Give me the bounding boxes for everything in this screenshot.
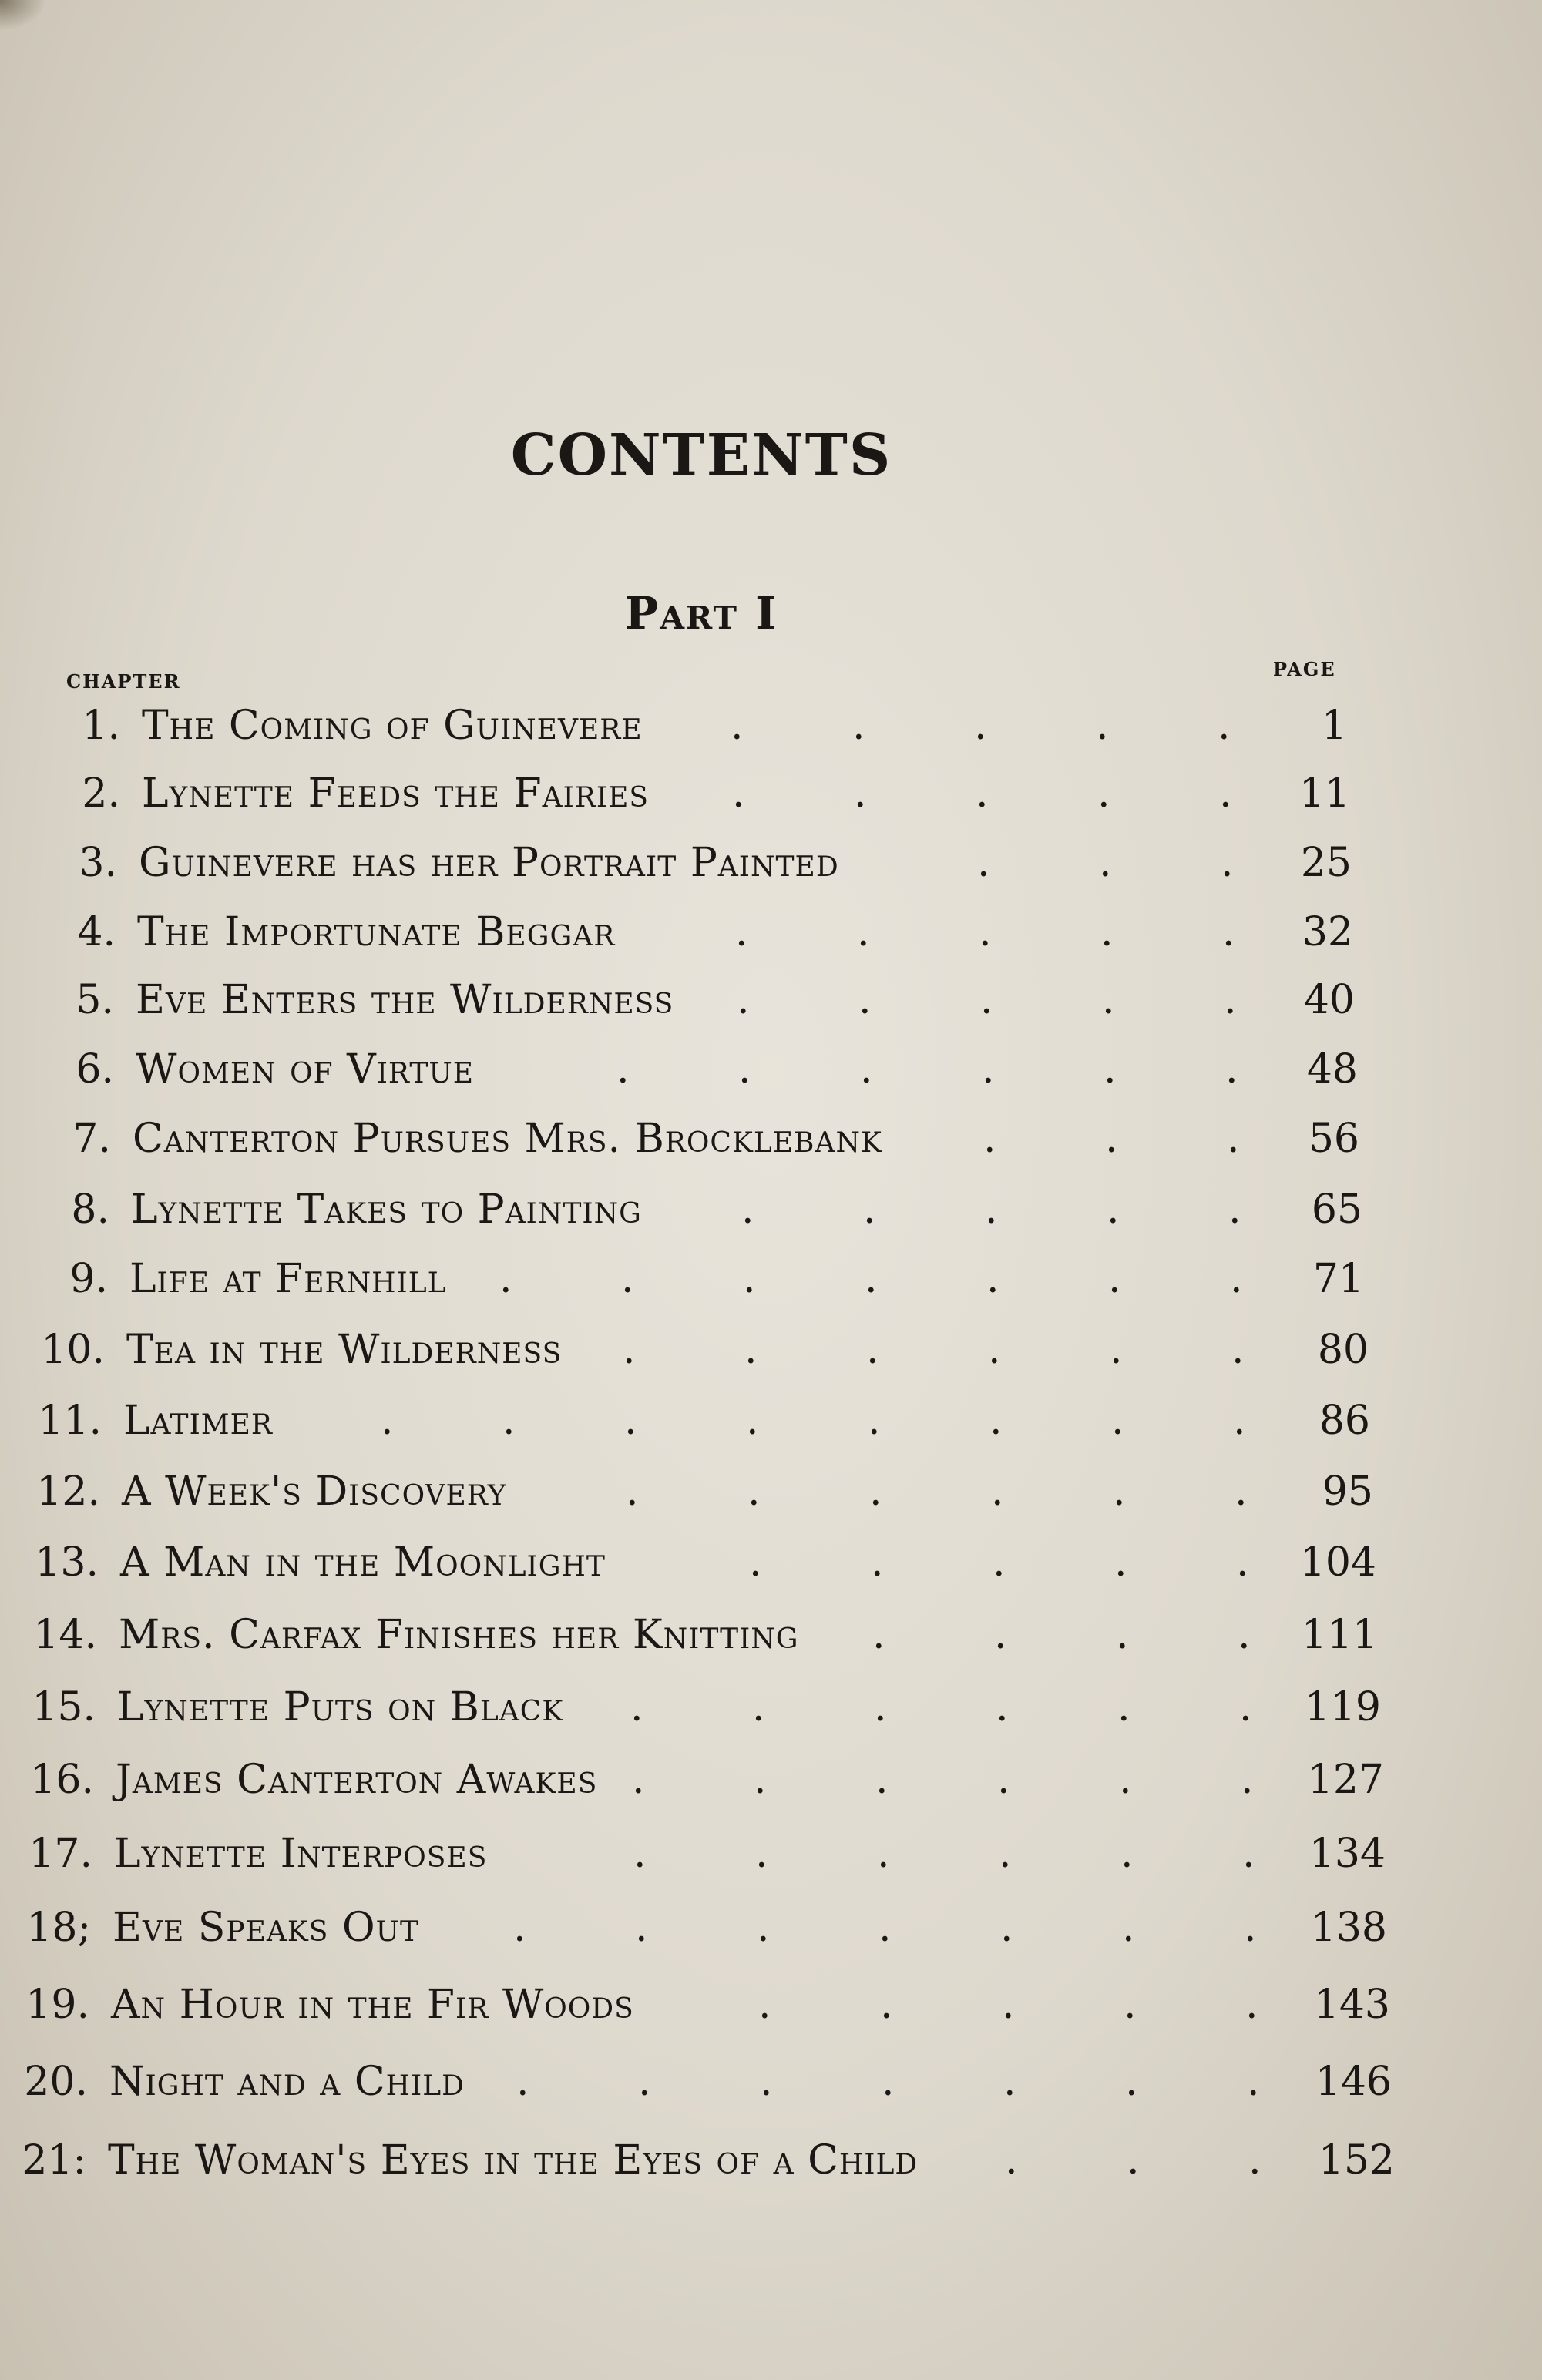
toc-entry (0, 909, 1542, 963)
leader-dot: . (744, 1327, 758, 1373)
leader-dot: . (516, 2059, 529, 2105)
leader-dot: . (633, 1831, 647, 1877)
page-number: 71 (1312, 1256, 1364, 1302)
leader-dot: . (623, 1327, 636, 1373)
page-number: 80 (1317, 1327, 1369, 1373)
toc-entry (0, 1757, 1542, 1811)
leader-dot: . (986, 1256, 999, 1302)
leader-dot: . (755, 1831, 768, 1877)
chapter-number: 16. (30, 1757, 94, 1803)
chapter-number: 21: (22, 2137, 86, 2184)
leader-dot: . (1127, 2137, 1140, 2184)
leader-dot: . (1102, 977, 1115, 1023)
chapter-number: 7. (72, 1116, 111, 1162)
leader-dot: . (1100, 909, 1114, 955)
leader-dot: . (738, 1046, 751, 1093)
toc-entry (0, 1612, 1542, 1666)
leader-dot: . (868, 1398, 881, 1444)
chapter-title: Lynette Feeds the Fairies (142, 770, 650, 817)
toc-entry (0, 1327, 1542, 1381)
toc-entry (0, 1831, 1542, 1885)
leader-dot: . (1003, 2059, 1016, 2105)
chapter-title: Tea in the Wilderness (126, 1327, 563, 1373)
leader-dot: . (502, 1398, 516, 1444)
part-heading: Part I (624, 587, 778, 639)
leader-dot: . (621, 1256, 634, 1302)
leader-dot: . (854, 770, 867, 817)
leader-dot: . (1241, 1757, 1254, 1803)
leader-dot: . (1219, 770, 1232, 817)
page-number: 86 (1319, 1398, 1370, 1444)
chapter-title: Eve Enters the Wilderness (136, 977, 674, 1023)
toc-entry (0, 1187, 1542, 1240)
chapter-number: 5. (76, 977, 114, 1023)
leader-dot: . (996, 1684, 1009, 1730)
chapter-number: 8. (71, 1187, 109, 1233)
leader-dot: . (741, 1187, 754, 1233)
page-number: 146 (1315, 2059, 1392, 2105)
leader-dot: . (1110, 1327, 1123, 1373)
page-number: 134 (1309, 1831, 1386, 1877)
chapter-title: The Coming of Guinevere (142, 703, 643, 749)
chapter-title: Mrs. Carfax Finishes her Knitting (119, 1612, 799, 1658)
page-number: 138 (1310, 1905, 1387, 1951)
chapter-title: Night and a Child (109, 2059, 465, 2105)
chapter-number: 17. (29, 1831, 92, 1877)
leader-dot: . (624, 1398, 637, 1444)
page-number: 11 (1298, 770, 1350, 817)
leader-dot: . (758, 1982, 771, 2028)
chapter-title: A Week's Discovery (122, 1469, 507, 1515)
page-number: 119 (1304, 1684, 1381, 1730)
leader-dot: . (1099, 840, 1112, 886)
leader-dot: . (1245, 1982, 1258, 2028)
toc-entry (0, 1398, 1542, 1452)
chapter-column-label: CHAPTER (66, 670, 181, 693)
page-number: 111 (1301, 1612, 1378, 1658)
leader-dot: . (754, 1757, 767, 1803)
leader-dot: . (1108, 1256, 1121, 1302)
chapter-title: The Woman's Eyes in the Eyes of a Child (108, 2137, 919, 2184)
leader-dot: . (1224, 977, 1237, 1023)
chapter-number: 15. (32, 1684, 96, 1730)
leader-dot: . (974, 703, 987, 749)
toc-entry (0, 840, 1542, 894)
chapter-number: 3. (79, 840, 117, 886)
chapter-title: A Man in the Moonlight (120, 1539, 606, 1586)
leader-dot: . (1225, 1046, 1238, 1093)
leader-dot: . (858, 977, 872, 1023)
chapter-number: 14. (33, 1612, 97, 1658)
leader-dot: . (1122, 1905, 1135, 1951)
chapter-title: Women of Virtue (136, 1046, 475, 1093)
leader-dot: . (1247, 2059, 1260, 2105)
chapter-title: Lynette Interposes (114, 1831, 488, 1877)
leader-dot: . (872, 1612, 885, 1658)
leader-dot: . (1231, 1327, 1245, 1373)
leader-dot: . (1239, 1684, 1252, 1730)
leader-dot: . (752, 1684, 765, 1730)
leader-dot: . (877, 1831, 890, 1877)
leader-dot: . (980, 977, 993, 1023)
page-number: 127 (1307, 1757, 1384, 1803)
leader-dot: . (1248, 2137, 1261, 2184)
toc-entry (0, 1982, 1542, 2036)
leader-dot: . (626, 1469, 639, 1515)
leader-dot: . (616, 1046, 630, 1093)
toc-entry (0, 977, 1542, 1031)
leader-dot: . (1105, 1116, 1118, 1162)
leader-dot: . (735, 909, 748, 955)
page-number: 56 (1308, 1116, 1359, 1162)
leader-dot: . (1005, 2137, 1018, 2184)
page-number: 65 (1311, 1187, 1362, 1233)
chapter-number: 4. (77, 909, 116, 955)
page-number: 104 (1299, 1539, 1376, 1586)
leader-dot: . (993, 1539, 1006, 1586)
leader-dot: . (977, 840, 990, 886)
leader-dot: . (860, 1046, 873, 1093)
leader-dot: . (976, 770, 989, 817)
toc-entry (0, 1116, 1542, 1170)
page-number: 143 (1313, 1982, 1390, 2028)
contents-heading: CONTENTS (510, 422, 892, 488)
chapter-number: 13. (35, 1539, 99, 1586)
leader-dot: . (989, 1398, 1003, 1444)
leader-dot: . (513, 1905, 526, 1951)
page-number: 95 (1322, 1469, 1373, 1515)
leader-dot: . (743, 1256, 756, 1302)
page-number: 1 (1321, 703, 1347, 749)
page-number: 152 (1318, 2137, 1395, 2184)
leader-dot: . (1124, 1982, 1137, 2028)
leader-dot: . (994, 1612, 1007, 1658)
leader-dot: . (1120, 1831, 1134, 1877)
leader-dot: . (1002, 1982, 1015, 2028)
chapter-title: Eve Speaks Out (113, 1905, 419, 1951)
toc-entry (0, 1905, 1542, 1959)
leader-dot: . (979, 909, 992, 955)
chapter-title: Lynette Puts on Black (117, 1684, 564, 1730)
leader-dot: . (1242, 1831, 1255, 1877)
toc-entry (0, 703, 1542, 757)
toc-entry (0, 1469, 1542, 1522)
leader-dot: . (737, 977, 750, 1023)
leader-dot: . (997, 1757, 1010, 1803)
toc-entry (0, 2137, 1542, 2191)
leader-dot: . (732, 770, 745, 817)
leader-dot: . (982, 1046, 995, 1093)
leader-dot: . (879, 1905, 892, 1951)
leader-dot: . (760, 2059, 773, 2105)
leader-dot: . (999, 1831, 1012, 1877)
toc-entry (0, 1539, 1542, 1593)
leader-dot: . (875, 1757, 889, 1803)
leader-dot: . (863, 1187, 876, 1233)
leader-dot: . (1227, 1116, 1240, 1162)
leader-dot: . (1238, 1612, 1251, 1658)
toc-entry (0, 1684, 1542, 1738)
leader-dot: . (882, 2059, 895, 2105)
leader-dot: . (988, 1327, 1001, 1373)
leader-dot: . (1125, 2059, 1138, 2105)
leader-dot: . (1228, 1187, 1241, 1233)
chapter-number: 10. (41, 1327, 105, 1373)
chapter-title: An Hour in the Fir Woods (111, 1982, 634, 2028)
toc-entry (0, 770, 1542, 824)
leader-dot: . (1236, 1539, 1249, 1586)
leader-dot: . (857, 909, 870, 955)
leader-dot: . (381, 1398, 394, 1444)
page-column-label: PAGE (1273, 658, 1336, 680)
chapter-number: 6. (76, 1046, 114, 1093)
chapter-title: James Canterton Awakes (116, 1757, 598, 1803)
toc-entry (0, 1046, 1542, 1100)
leader-dot: . (1000, 1905, 1013, 1951)
leader-dot: . (1235, 1469, 1248, 1515)
chapter-title: Latimer (123, 1398, 274, 1444)
chapter-number: 9. (69, 1256, 108, 1302)
chapter-number: 11. (38, 1398, 102, 1444)
leader-dot: . (1218, 703, 1231, 749)
leader-dot: . (1111, 1398, 1124, 1444)
leader-dot: . (630, 1684, 643, 1730)
page-number: 48 (1306, 1046, 1358, 1093)
page-number: 40 (1303, 977, 1355, 1023)
page-number: 25 (1300, 840, 1352, 886)
leader-dot: . (1097, 770, 1110, 817)
chapter-title: Lynette Takes to Painting (131, 1187, 642, 1233)
leader-dot: . (1230, 1256, 1243, 1302)
leader-dot: . (866, 1327, 879, 1373)
leader-dot: . (869, 1469, 882, 1515)
leader-dot: . (1113, 1469, 1126, 1515)
leader-dot: . (731, 703, 744, 749)
leader-dot: . (1114, 1539, 1127, 1586)
chapter-title: Life at Fernhill (129, 1256, 447, 1302)
leader-dot: . (632, 1757, 645, 1803)
chapter-title: Guinevere has her Portrait Painted (139, 840, 839, 886)
leader-dot: . (1119, 1757, 1132, 1803)
leader-dot: . (871, 1539, 884, 1586)
leader-dot: . (991, 1469, 1004, 1515)
chapter-title: Canterton Pursues Mrs. Brocklebank (133, 1116, 882, 1162)
chapter-number: 18; (26, 1905, 91, 1951)
leader-dot: . (1096, 703, 1109, 749)
leader-dot: . (638, 2059, 651, 2105)
toc-entry (0, 2059, 1542, 2113)
page-number: 32 (1302, 909, 1353, 955)
toc-entry (0, 1256, 1542, 1310)
chapter-number: 12. (36, 1469, 100, 1515)
chapter-number: 1. (82, 703, 120, 749)
leader-dot: . (852, 703, 865, 749)
leader-dot: . (1222, 909, 1235, 955)
leader-dot: . (1244, 1905, 1257, 1951)
chapter-number: 19. (25, 1982, 89, 2028)
leader-dot: . (1107, 1187, 1120, 1233)
leader-dot: . (499, 1256, 512, 1302)
leader-dot: . (635, 1905, 648, 1951)
leader-dot: . (757, 1905, 770, 1951)
leader-dot: . (880, 1982, 893, 2028)
leader-dot: . (1117, 1684, 1130, 1730)
leader-dot: . (865, 1256, 878, 1302)
leader-dot: . (746, 1398, 759, 1444)
chapter-number: 2. (82, 770, 120, 817)
leader-dot: . (1116, 1612, 1129, 1658)
leader-dot: . (985, 1187, 998, 1233)
leader-dot: . (1233, 1398, 1246, 1444)
chapter-title: The Importunate Beggar (137, 909, 616, 955)
leader-dot: . (983, 1116, 996, 1162)
leader-dot: . (1104, 1046, 1117, 1093)
leader-dot: . (747, 1469, 761, 1515)
chapter-number: 20. (24, 2059, 88, 2105)
leader-dot: . (1221, 840, 1234, 886)
leader-dot: . (874, 1684, 887, 1730)
leader-dot: . (749, 1539, 762, 1586)
